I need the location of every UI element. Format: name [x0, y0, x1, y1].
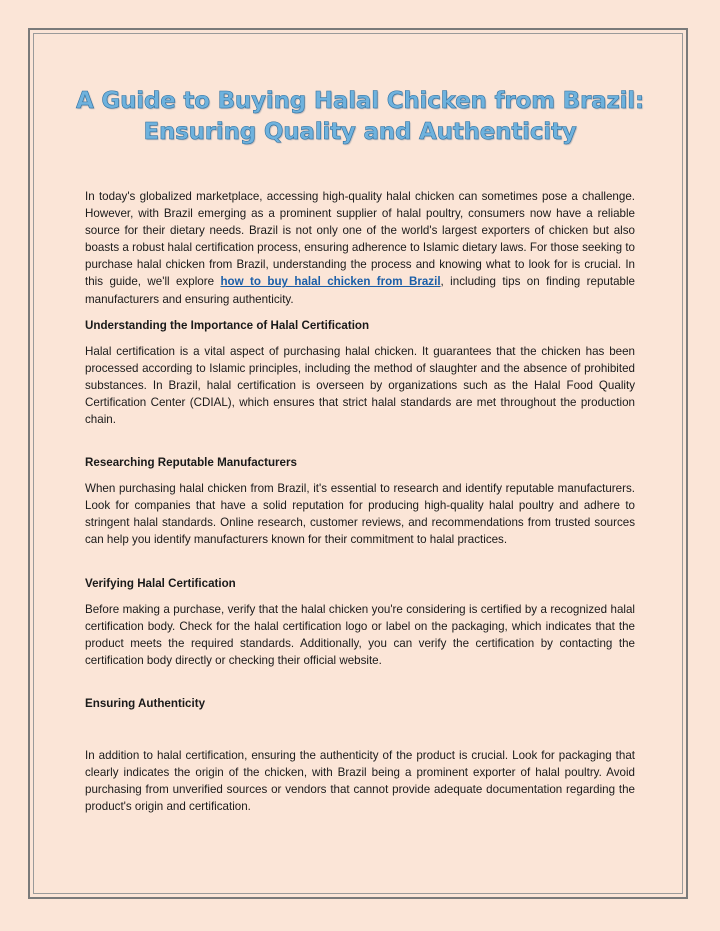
section-heading-importance: Understanding the Importance of Halal Certification	[85, 318, 370, 332]
buy-halal-chicken-link[interactable]: how to buy halal chicken from Brazil	[220, 275, 441, 289]
document-title	[60, 86, 660, 148]
document-body	[85, 188, 635, 815]
section-heading-authenticity: Ensuring Authenticity	[85, 696, 206, 710]
section-body-verifying: Before making a purchase, verify that the halal chicken you're considering is certified by a recognized halal certification body. Check for the halal certification logo or label on the packaging, which indicates that the product meets the required standards. Additionally, you can verify the certification by contacting the certification body directly or checking their official website.	[85, 602, 635, 667]
title-line-1: A Guide to Buying Halal Chicken from Brazil:	[75, 88, 644, 114]
intro-text-before-link: In today's globalized marketplace, accessing high-quality halal chicken can sometimes pose a challenge. However, with Brazil emerging as a prominent supplier of halal poultry, consumers now have a reliable source for their dietary needs. Brazil is not only one of the world's largest exporters of chicken but also boasts a robust halal certification process, ensuring adherence to Islamic dietary laws. For those seeking to purchase halal chicken from Brazil, understanding the process and knowing what to look for is crucial. In this guide, we'll explore	[85, 190, 635, 289]
title-line-2: Ensuring Quality and Authenticity	[143, 119, 577, 145]
section-body-researching: When purchasing halal chicken from Brazil, it's essential to research and identify reputable manufacturers. Look for companies that have a solid reputation for producing high-quality halal poultry and adhere to stringent halal standards. Online research, customer reviews, and recommendations from trusted sources can help you identify manufacturers known for their commitment to halal practices.	[85, 482, 635, 547]
section-body-authenticity: In addition to halal certification, ensuring the authenticity of the product is crucial. Look for packaging that clearly indicates the origin of the chicken, with Brazil being a prominent exporter of halal poultry. Avoid purchasing from unverified sources or vendors that cannot provide adequate documentation regarding the product's origin and certification.	[85, 748, 635, 814]
section-heading-verifying: Verifying Halal Certification	[85, 576, 236, 590]
intro-text-after-link: , including tips on finding reputable manufacturers and ensuring authenticity.	[85, 275, 635, 306]
intro-paragraph	[85, 188, 635, 308]
section-body-importance: Halal certification is a vital aspect of purchasing halal chicken. It guarantees that the chicken has been processed according to Islamic principles, including the method of slaughter and the absence of prohibited substances. In Brazil, halal certification is overseen by organizations such as the Halal Food Quality Certification Center (CDIAL), which ensures that strict halal standards are met throughout the production chain.	[85, 344, 635, 427]
section-heading-researching: Researching Reputable Manufacturers	[85, 456, 297, 470]
